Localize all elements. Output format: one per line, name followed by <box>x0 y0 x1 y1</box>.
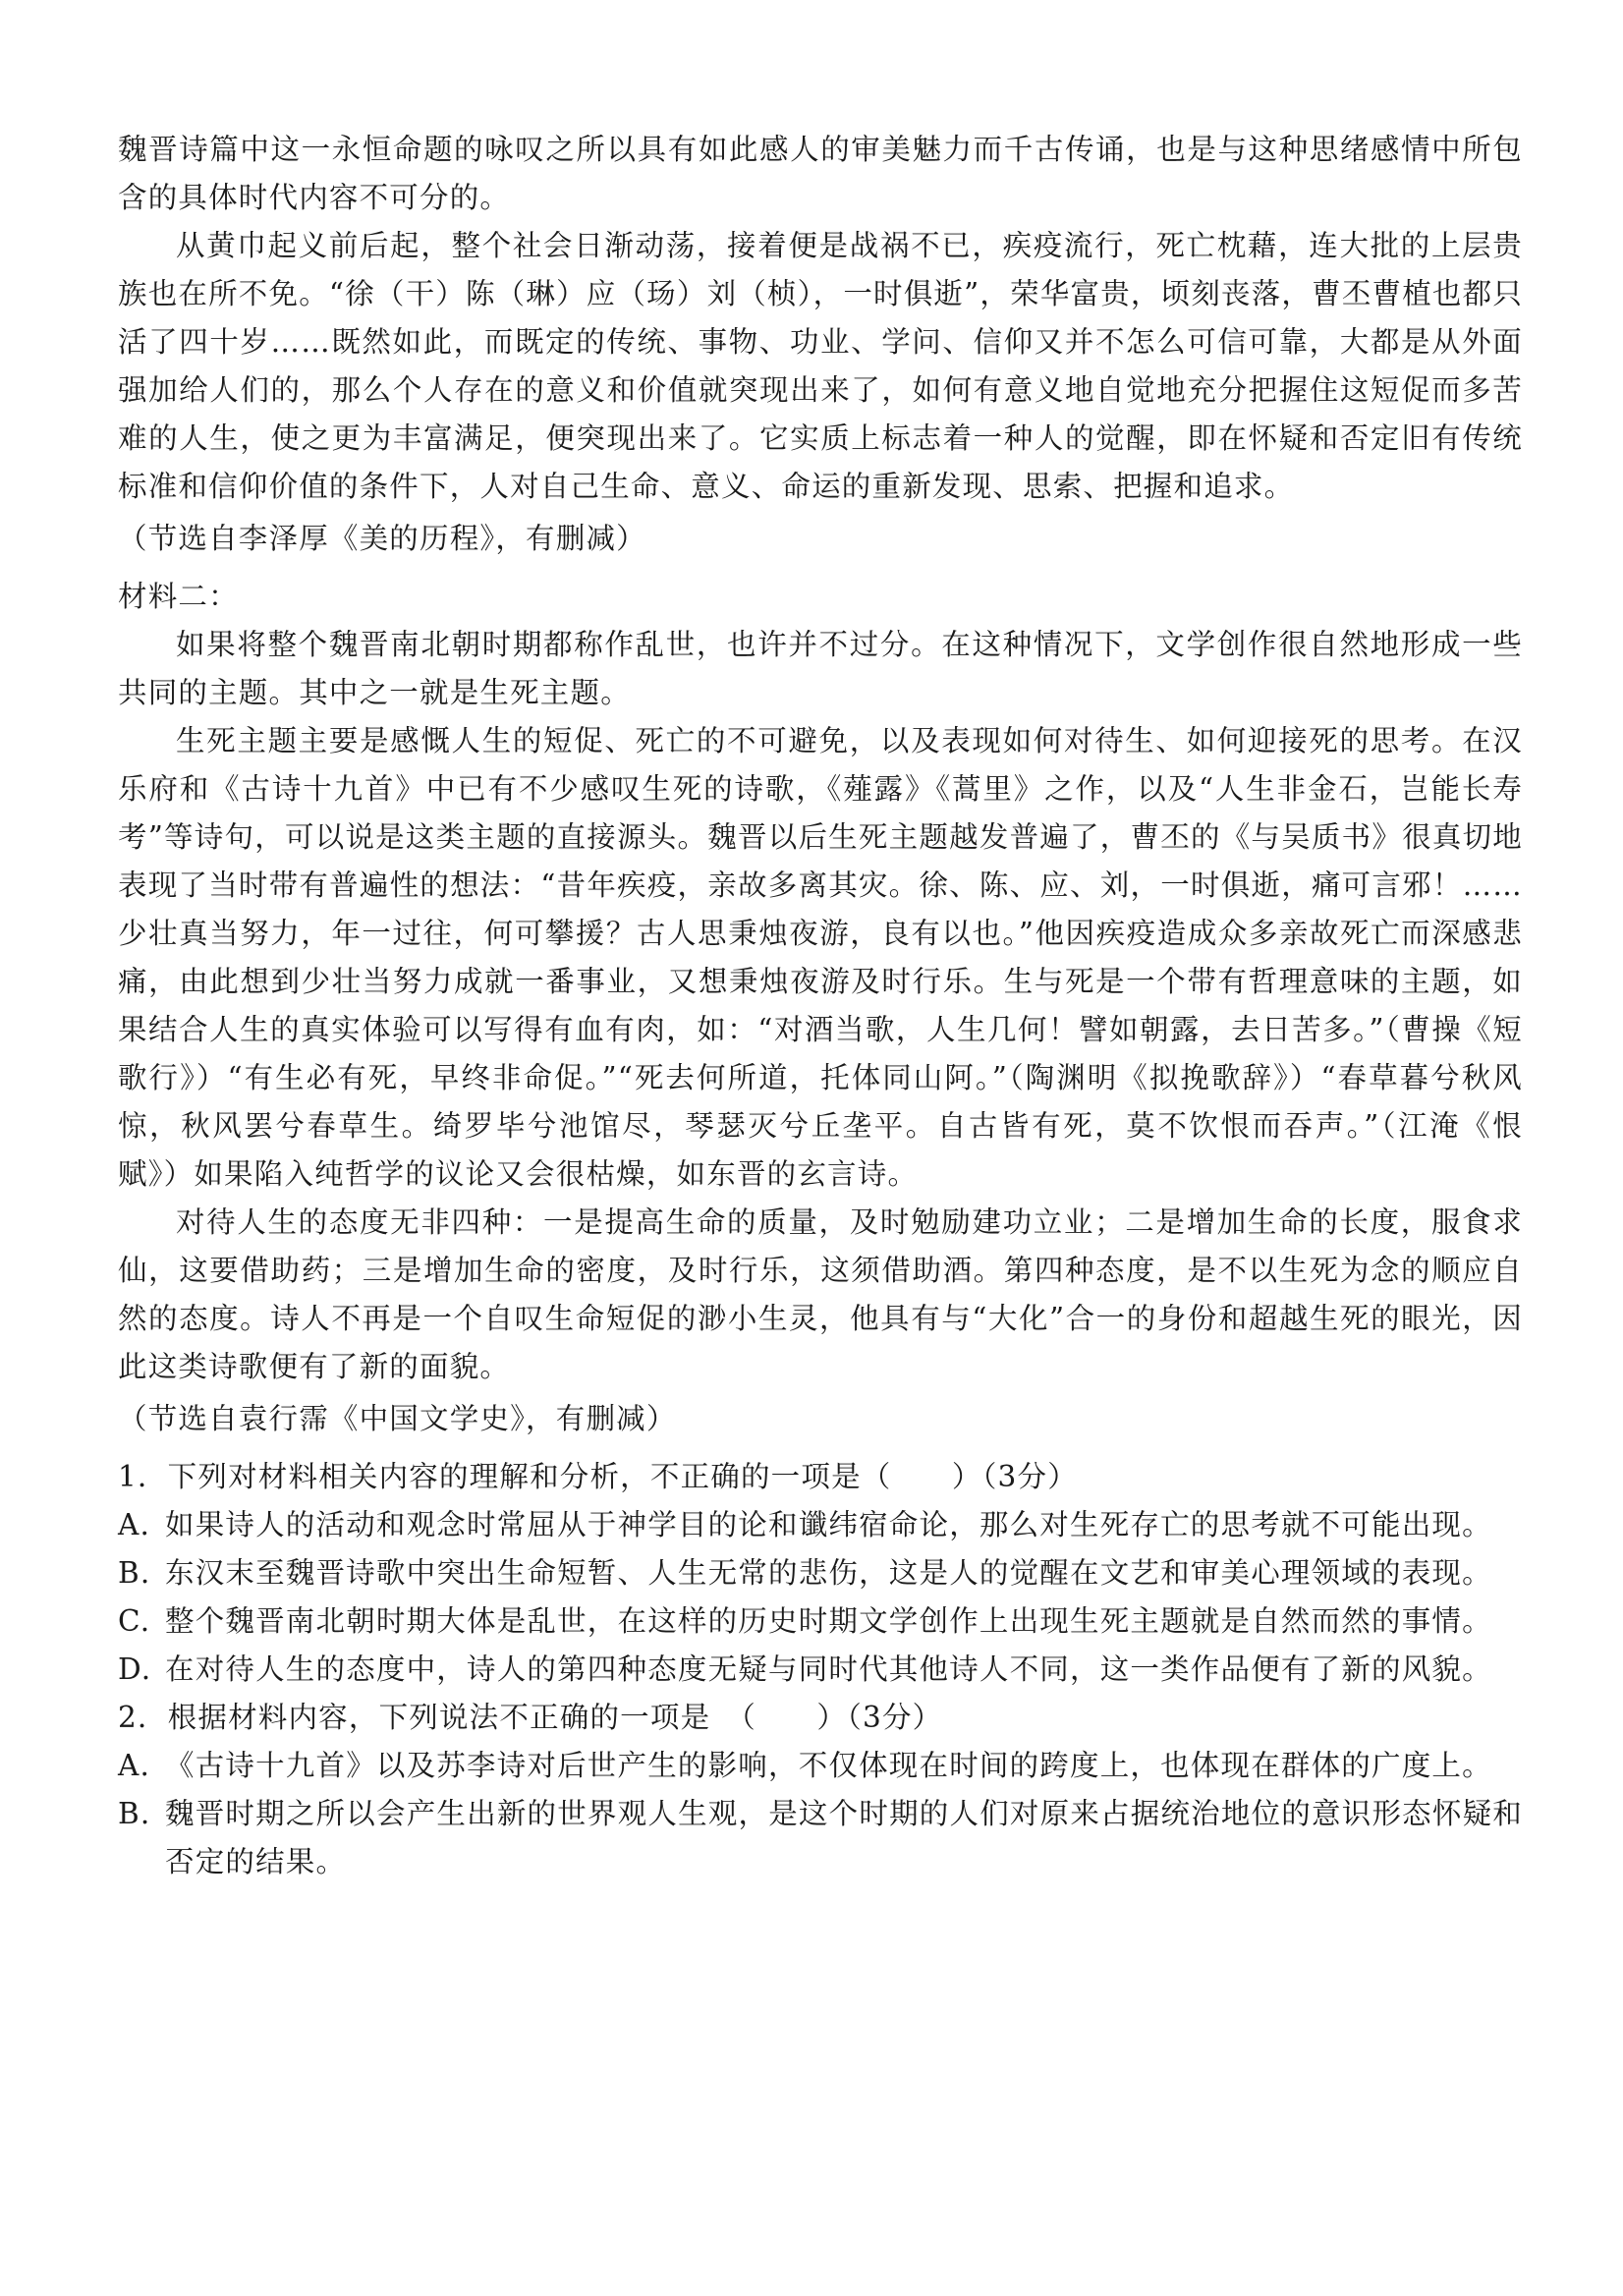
option-text: 整个魏晋南北朝时期大体是乱世，在这样的历史时期文学创作上出现生死主题就是自然而然的事情。 <box>165 1604 1492 1638</box>
option-text: 如果诗人的活动和观念时常屈从于神学目的论和谶纬宿命论，那么对生死存亡的思考就不可能出现。 <box>165 1508 1492 1541</box>
question-1-option-b <box>118 1549 1523 1597</box>
question-2-stem: 2．根据材料内容，下列说法不正确的一项是 （ ）（3分） <box>118 1701 943 1734</box>
material2-source: （节选自袁行霈《中国文学史》，有删减） <box>118 1402 677 1435</box>
question-1-option-c <box>118 1597 1523 1646</box>
question-1-stem: 1．下列对材料相关内容的理解和分析，不正确的一项是（ ）（3分） <box>118 1460 1078 1493</box>
option-letter: D. <box>118 1652 152 1686</box>
material1-paragraph-1: 魏晋诗篇中这一永恒命题的咏叹之所以具有如此感人的审美魅力而千古传诵，也是与这种思绪感情中所包含的具体时代内容不可分的。 <box>118 133 1523 214</box>
material2-paragraph-3: 对待人生的态度无非四种：一是提高生命的质量，及时勉励建功立业；二是增加生命的长度，服食求仙，这要借助药；三是增加生命的密度，及时行乐，这须借助酒。第四种态度，是不以生死为念的顺应自然的态度。诗人不再是一个自叹生命短促的渺小生灵，他具有与“大化”合一的身份和超越生死的眼光，因此这类诗歌便有了新的面貌。 <box>118 1205 1523 1383</box>
option-text: 魏晋时期之所以会产生出新的世界观人生观，是这个时期的人们对原来占据统治地位的意识形态怀疑和否定的结果。 <box>165 1797 1523 1878</box>
material1-paragraph-2: 从黄巾起义前后起，整个社会日渐动荡，接着便是战祸不已，疾疫流行，死亡枕藉，连大批的上层贵族也在所不免。“徐（干）陈（琳）应（玚）刘（桢），一时俱逝”，荣华富贵，顷刻丧落，曹丕曹植也都只活了四十岁……既然如此，而既定的传统、事物、功业、学问、信仰又并不怎么可信可靠，大都是从外面强加给人们的，那么个人存在的意义和价值就突现出来了，如何有意义地自觉地充分把握住这短促而多苦难的人生，使之更为丰富满足，便突现出来了。它实质上标志着一种人的觉醒，即在怀疑和否定旧有传统标准和信仰价值的条件下，人对自己生命、意义、命运的重新发现、思索、把握和追求。 <box>118 229 1524 503</box>
option-letter: A. <box>118 1749 151 1782</box>
question-2-option-a <box>118 1742 1523 1790</box>
option-text: 东汉末至魏晋诗歌中突出生命短暂、人生无常的悲伤，这是人的觉醒在文艺和审美心理领域的表现。 <box>165 1556 1492 1590</box>
option-letter: A. <box>118 1508 151 1541</box>
question-1-option-a <box>118 1501 1523 1549</box>
option-text: 《古诗十九首》以及苏李诗对后世产生的影响，不仅体现在时间的跨度上，也体现在群体的广度上。 <box>165 1749 1492 1782</box>
option-letter: C. <box>118 1604 151 1638</box>
option-letter: B. <box>118 1556 151 1590</box>
material2-heading: 材料二： <box>118 580 239 613</box>
material2-paragraph-1: 如果将整个魏晋南北朝时期都称作乱世，也许并不过分。在这种情况下，文学创作很自然地形成一些共同的主题。其中之一就是生死主题。 <box>118 628 1523 709</box>
option-letter: B. <box>118 1797 151 1830</box>
material2-paragraph-2: 生死主题主要是感慨人生的短促、死亡的不可避免，以及表现如何对待生、如何迎接死的思考。在汉乐府和《古诗十九首》中已有不少感叹生死的诗歌，《薤露》《蒿里》之作，以及“人生非金石，岂能长寿考”等诗句，可以说是这类主题的直接源头。魏晋以后生死主题越发普遍了，曹丕的《与吴质书》很真切地表现了当时带有普遍性的想法：“昔年疾疫，亲故多离其灾。徐、陈、应、刘，一时俱逝，痛可言邪！……少壮真当努力，年一过往，何可攀援？古人思秉烛夜游，良有以也。”他因疾疫造成众多亲故死亡而深感悲痛，由此想到少壮当努力成就一番事业，又想秉烛夜游及时行乐。生与死是一个带有哲理意味的主题，如果结合人生的真实体验可以写得有血有肉，如：“对酒当歌，人生几何！譬如朝露，去日苦多。”（曹操《短歌行》）“有生必有死，早终非命促。”“死去何所道，托体同山阿。”（陶渊明《拟挽歌辞》）“春草暮兮秋风惊，秋风罢兮春草生。绮罗毕兮池馆尽，琴瑟灭兮丘垄平。自古皆有死，莫不饮恨而吞声。”（江淹《恨赋》）如果陷入纯哲学的议论又会很枯燥，如东晋的玄言诗。 <box>118 724 1523 1191</box>
material1-source: （节选自李泽厚《美的历程》，有删减） <box>118 522 646 555</box>
option-text: 在对待人生的态度中，诗人的第四种态度无疑与同时代其他诗人不同，这一类作品便有了新的风貌。 <box>165 1652 1492 1686</box>
document-page <box>118 126 1523 1886</box>
question-2-option-b <box>118 1790 1523 1886</box>
question-1-option-d <box>118 1646 1523 1694</box>
